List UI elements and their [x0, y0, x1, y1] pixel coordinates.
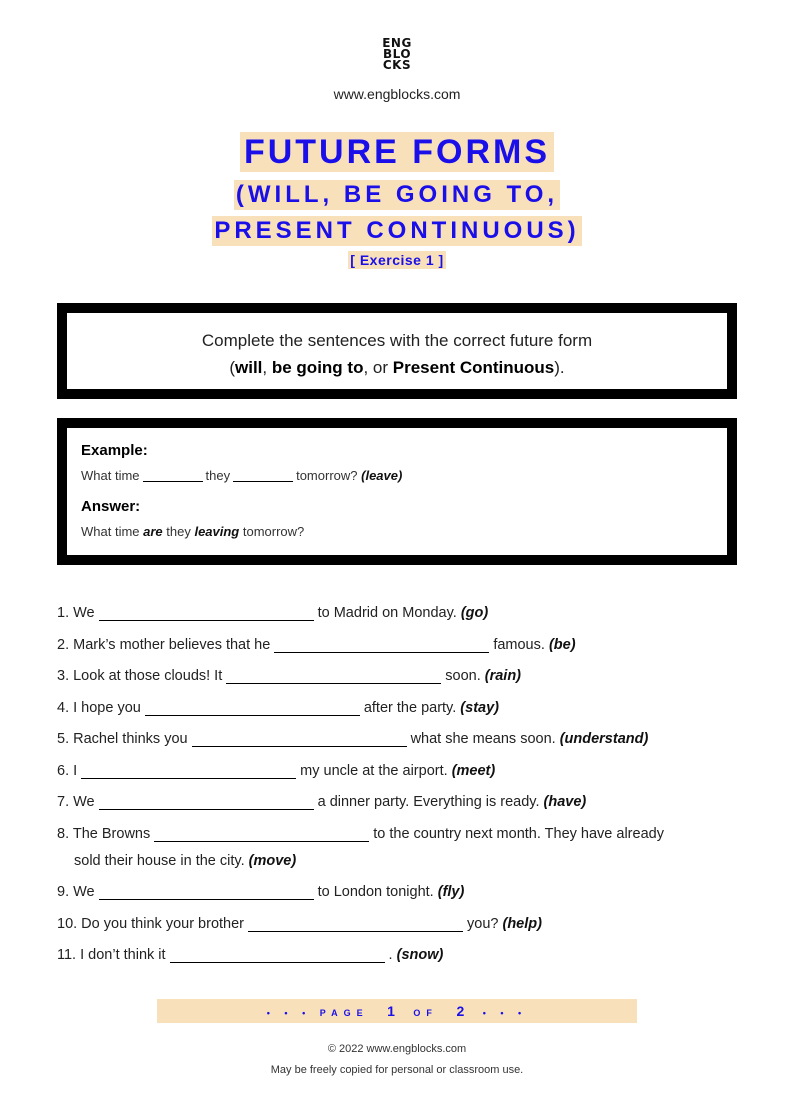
- verb-hint: (go): [460, 605, 489, 621]
- page-subtitle-line-1: (WILL, BE GOING TO,: [235, 181, 559, 208]
- question-text-after: famous.: [493, 637, 545, 653]
- answer-blank[interactable]: [248, 918, 463, 932]
- answer-blank[interactable]: [99, 886, 314, 900]
- verb-hint: (have): [543, 794, 587, 810]
- question-7: [57, 793, 586, 811]
- example-answer: [81, 518, 727, 539]
- answer-heading: Answer:: [81, 498, 141, 515]
- instr-present: Present Continuous: [392, 358, 555, 377]
- verb-hint: (understand): [559, 731, 649, 747]
- question-4: [57, 699, 499, 717]
- logo-line-3: CKS: [382, 58, 412, 72]
- question-text: 9. We: [57, 884, 95, 900]
- question-text-after: .: [388, 947, 393, 963]
- example-q-part-2: they: [205, 468, 231, 483]
- answer-blank[interactable]: [274, 639, 489, 653]
- question-11: [57, 946, 443, 964]
- example-blank-2: [233, 470, 293, 482]
- pager-dots-left: • • •: [266, 1008, 312, 1018]
- question-text: 1. We: [57, 605, 95, 621]
- verb-hint: (rain): [484, 668, 522, 684]
- example-blank-1: [143, 470, 203, 482]
- question-10: [57, 915, 542, 933]
- question-9: [57, 883, 464, 901]
- question-text-after: what she means soon.: [410, 731, 556, 747]
- pager-of-word: OF: [413, 1008, 438, 1018]
- instructions-box: [57, 303, 737, 399]
- answer-blank[interactable]: [99, 796, 314, 810]
- instr-sep-2: , or: [363, 358, 393, 377]
- instr-open: (: [229, 358, 235, 377]
- question-1: [57, 604, 488, 622]
- exercise-label: [ Exercise 1 ]: [350, 252, 444, 268]
- question-text-after: to London tonight.: [317, 884, 434, 900]
- question-text: 3. Look at those clouds! It: [57, 668, 223, 684]
- answer-blank[interactable]: [99, 607, 314, 621]
- pager-dots-right: • • •: [482, 1008, 528, 1018]
- title-line-2-wrap: [0, 180, 794, 210]
- example-q-part-3: tomorrow?: [296, 468, 358, 483]
- answer-blank[interactable]: [170, 949, 385, 963]
- answer-blank[interactable]: [154, 828, 369, 842]
- site-url[interactable]: www.engblocks.com: [333, 86, 461, 102]
- verb-hint: (be): [548, 637, 576, 653]
- example-box: [57, 418, 737, 565]
- answer-part-2: they: [162, 524, 195, 539]
- verb-hint: (move): [248, 853, 297, 869]
- exercise-label-wrap: [0, 251, 794, 270]
- instr-will: will: [235, 358, 263, 377]
- question-8-continuation: [74, 852, 296, 870]
- verb-hint: (help): [502, 916, 542, 932]
- title-line-1-wrap: [0, 132, 794, 172]
- question-text: 5. Rachel thinks you: [57, 731, 188, 747]
- question-text: 8. The Browns: [57, 826, 151, 842]
- title-line-3-wrap: [0, 216, 794, 246]
- pager-total: 2: [456, 1003, 465, 1019]
- question-text: 2. Mark’s mother believes that he: [57, 637, 271, 653]
- question-text: 6. I: [57, 763, 78, 779]
- logo-line-2: BLO: [382, 47, 412, 61]
- question-text-after: you?: [467, 916, 499, 932]
- answer-part-1: What time: [81, 524, 144, 539]
- question-2: [57, 636, 576, 654]
- question-text-after: to the country next month. They have already: [373, 826, 664, 842]
- verb-hint: (snow): [396, 947, 444, 963]
- engblocks-logo: [0, 38, 794, 71]
- verb-hint: (meet): [451, 763, 496, 779]
- example-hint: (leave): [361, 468, 403, 483]
- question-text-after: soon.: [445, 668, 481, 684]
- page-title: FUTURE FORMS: [240, 132, 554, 172]
- question-text: 4. I hope you: [57, 700, 141, 716]
- question-8: [57, 825, 664, 843]
- page-indicator: [157, 999, 637, 1023]
- question-text: 10. Do you think your brother: [57, 916, 244, 932]
- instructions-line-1: Complete the sentences with the correct future form: [201, 331, 593, 350]
- footer-copyright: © 2022 www.engblocks.com: [327, 1043, 467, 1055]
- answer-leaving: leaving: [194, 524, 240, 539]
- question-text-continued: sold their house in the city.: [74, 853, 245, 869]
- instr-going: be going to: [271, 358, 364, 377]
- pager-current: 1: [387, 1003, 395, 1019]
- question-text-after: after the party.: [363, 700, 457, 716]
- logo-line-1: ENG: [382, 36, 412, 50]
- instr-close: ).: [554, 358, 565, 377]
- example-question: [81, 462, 727, 498]
- question-5: [57, 730, 648, 748]
- example-heading: Example:: [81, 442, 148, 459]
- example-q-part-1: What time: [81, 468, 140, 483]
- question-text-after: my uncle at the airport.: [300, 763, 448, 779]
- answer-are: are: [143, 524, 163, 539]
- answer-part-3: tomorrow?: [239, 524, 305, 539]
- instructions-line-2: [67, 354, 727, 381]
- question-text: 11. I don’t think it: [57, 947, 166, 963]
- instr-sep-1: ,: [262, 358, 272, 377]
- question-text-after: a dinner party. Everything is ready.: [317, 794, 540, 810]
- page-subtitle-line-2: PRESENT CONTINUOUS): [214, 217, 580, 244]
- footer-note: May be freely copied for personal or classroom use.: [270, 1064, 524, 1076]
- pager-page-word: PAGE: [319, 1008, 369, 1018]
- question-text-after: to Madrid on Monday.: [317, 605, 457, 621]
- question-3: [57, 667, 521, 685]
- question-6: [57, 762, 495, 780]
- verb-hint: (stay): [460, 700, 499, 716]
- verb-hint: (fly): [437, 884, 465, 900]
- answer-blank[interactable]: [145, 702, 360, 716]
- answer-blank[interactable]: [226, 670, 441, 684]
- answer-blank[interactable]: [192, 733, 407, 747]
- question-text: 7. We: [57, 794, 95, 810]
- answer-blank[interactable]: [81, 765, 296, 779]
